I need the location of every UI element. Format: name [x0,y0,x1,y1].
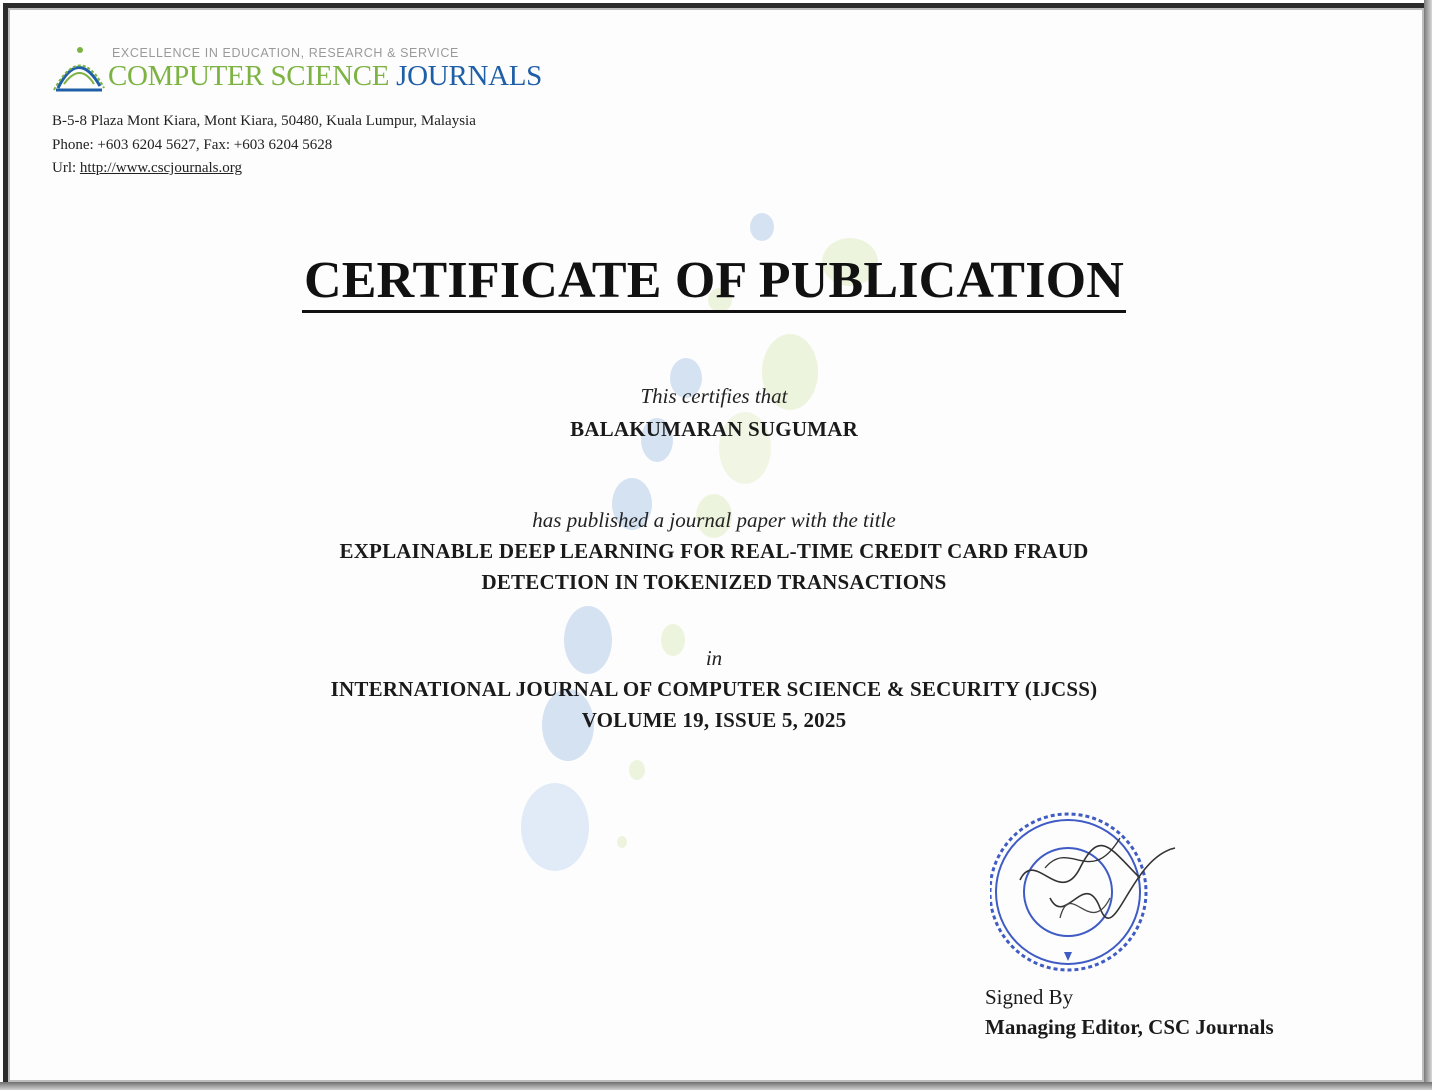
signature-block [985,982,1274,1042]
triangle-arc-logo-icon [50,42,108,96]
publisher-logo [50,40,570,100]
published-text: has published a journal paper with the title [532,508,896,532]
journal-name: INTERNATIONAL JOURNAL OF COMPUTER SCIENCE & SECURITY (IJCSS) [330,677,1098,701]
company-stamp-seal-icon [990,808,1190,978]
signed-by-label: Signed By [985,985,1074,1009]
phone-fax-line: Phone: +603 6204 5627, Fax: +603 6204 5628 [52,136,333,153]
publisher-address-block [52,110,476,181]
address-line: B-5-8 Plaza Mont Kiara, Mont Kiara, 50480, Kuala Lumpur, Malaysia [52,113,476,129]
certifies-text: This certifies that [640,384,788,408]
logo-tagline: EXCELLENCE IN EDUCATION, RESEARCH & SERVICE [112,46,459,60]
brand-name-part2: JOURNALS [396,60,543,92]
paper-title-line1: EXPLAINABLE DEEP LEARNING FOR REAL-TIME CREDIT CARD FRAUD [339,539,1089,563]
in-text: in [705,646,723,670]
url-label: Url: [52,160,77,176]
recipient-name: BALAKUMARAN SUGUMAR [570,417,858,441]
url-line [52,157,476,181]
paper-title-line2: DETECTION IN TOKENIZED TRANSACTIONS [481,570,947,594]
logo-brand-name [108,60,542,93]
brand-name-part1: COMPUTER SCIENCE [108,60,390,92]
certificate-title: CERTIFICATE OF PUBLICATION [302,252,1126,313]
website-link[interactable]: http://www.cscjournals.org [79,160,242,176]
signer-role: Managing Editor, CSC Journals [985,1015,1274,1039]
certificate-title-wrap [0,252,1428,313]
volume-issue: VOLUME 19, ISSUE 5, 2025 [581,708,847,732]
